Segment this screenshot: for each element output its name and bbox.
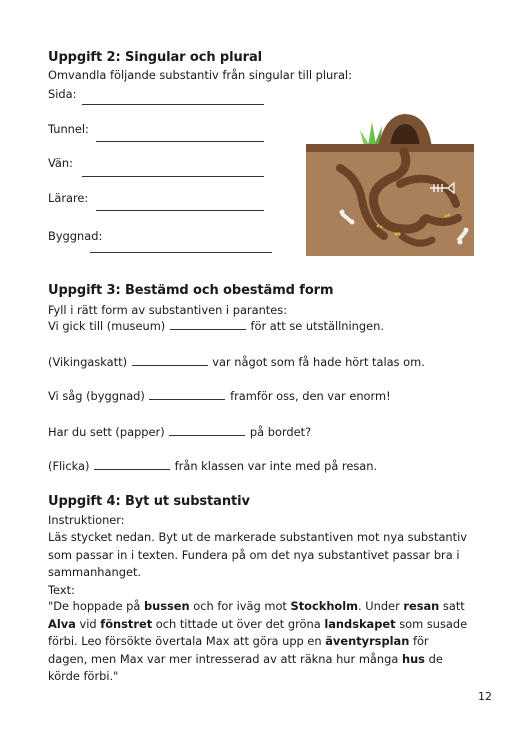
story-segment: de körde förbi."	[48, 651, 443, 683]
answer-line-sida[interactable]	[82, 104, 264, 105]
sentence-4: Har du sett (papper) på bordet?	[48, 425, 312, 439]
task4-title: Uppgift 4: Byt ut substantiv	[48, 494, 250, 509]
highlighted-noun: hus	[401, 651, 425, 666]
highlighted-noun: Alva	[48, 616, 76, 631]
highlighted-noun: resan	[403, 599, 440, 613]
sentence-3: Vi såg (byggnad) framför oss, den var enorm!	[48, 389, 391, 403]
story-text	[48, 598, 468, 686]
sentence-1: Vi gick till (museum) för att se utställningen.	[48, 319, 384, 333]
sentence-2: (Vikingaskatt) var något som få hade hört talas om.	[48, 355, 425, 369]
answer-line-van[interactable]	[82, 176, 264, 177]
fill-blank-2[interactable]	[132, 354, 208, 366]
instructions-text: Läs stycket nedan. Byt ut de markerade substantiven mot nya substantiv som passar in i texten. Fundera på om det nya substantivet passar bra i sammanhanget.	[48, 530, 468, 579]
answer-line-byggnad[interactable]	[90, 252, 272, 253]
instructions-label: Instruktioner:	[48, 513, 125, 527]
story-segment: för dagen, men Max var mer intresserad av att räkna hur många	[48, 634, 429, 666]
answer-line-larare[interactable]	[96, 210, 264, 211]
underground-tunnel-illustration	[300, 108, 480, 258]
fill-blank-1[interactable]	[170, 318, 246, 330]
highlighted-noun: bussen	[143, 599, 190, 613]
task3-title: Uppgift 3: Bestämd och obestämd form	[48, 283, 334, 298]
story-segment: och for iväg mot	[189, 599, 291, 613]
highlighted-noun: äventyrsplan	[325, 634, 410, 648]
sentence-5: (Flicka) från klassen var inte med på resan.	[48, 459, 378, 473]
story-segment: "De hoppade på	[48, 599, 144, 613]
word-byggnad: Byggnad:	[48, 229, 103, 243]
word-larare: Lärare:	[48, 191, 89, 205]
task2-instruction: Omvandla följande substantiv från singular till plural:	[48, 68, 352, 82]
word-van: Vän:	[48, 156, 73, 170]
story-segment: och tittade ut över det gröna	[152, 616, 325, 631]
story-segment: vid	[75, 616, 101, 631]
highlighted-noun: Stockholm	[290, 599, 359, 613]
text-label: Text:	[48, 583, 75, 597]
word-tunnel: Tunnel:	[48, 122, 89, 136]
page-number: 12	[478, 690, 492, 703]
answer-line-tunnel[interactable]	[96, 141, 264, 142]
story-segment: . Under	[358, 599, 404, 613]
word-sida: Sida:	[48, 87, 77, 101]
task2-title: Uppgift 2: Singular och plural	[48, 50, 262, 65]
fill-blank-4[interactable]	[169, 424, 245, 436]
highlighted-noun: fönstret	[100, 616, 153, 631]
task3-instruction: Fyll i rätt form av substantiven i parantes:	[48, 303, 288, 317]
story-segment: satt	[439, 599, 465, 613]
highlighted-noun: landskapet	[324, 616, 396, 631]
story-segment: som susade förbi. Leo försökte övertala Max att göra upp en	[48, 616, 468, 648]
fill-blank-5[interactable]	[94, 458, 170, 470]
fill-blank-3[interactable]	[149, 388, 225, 400]
